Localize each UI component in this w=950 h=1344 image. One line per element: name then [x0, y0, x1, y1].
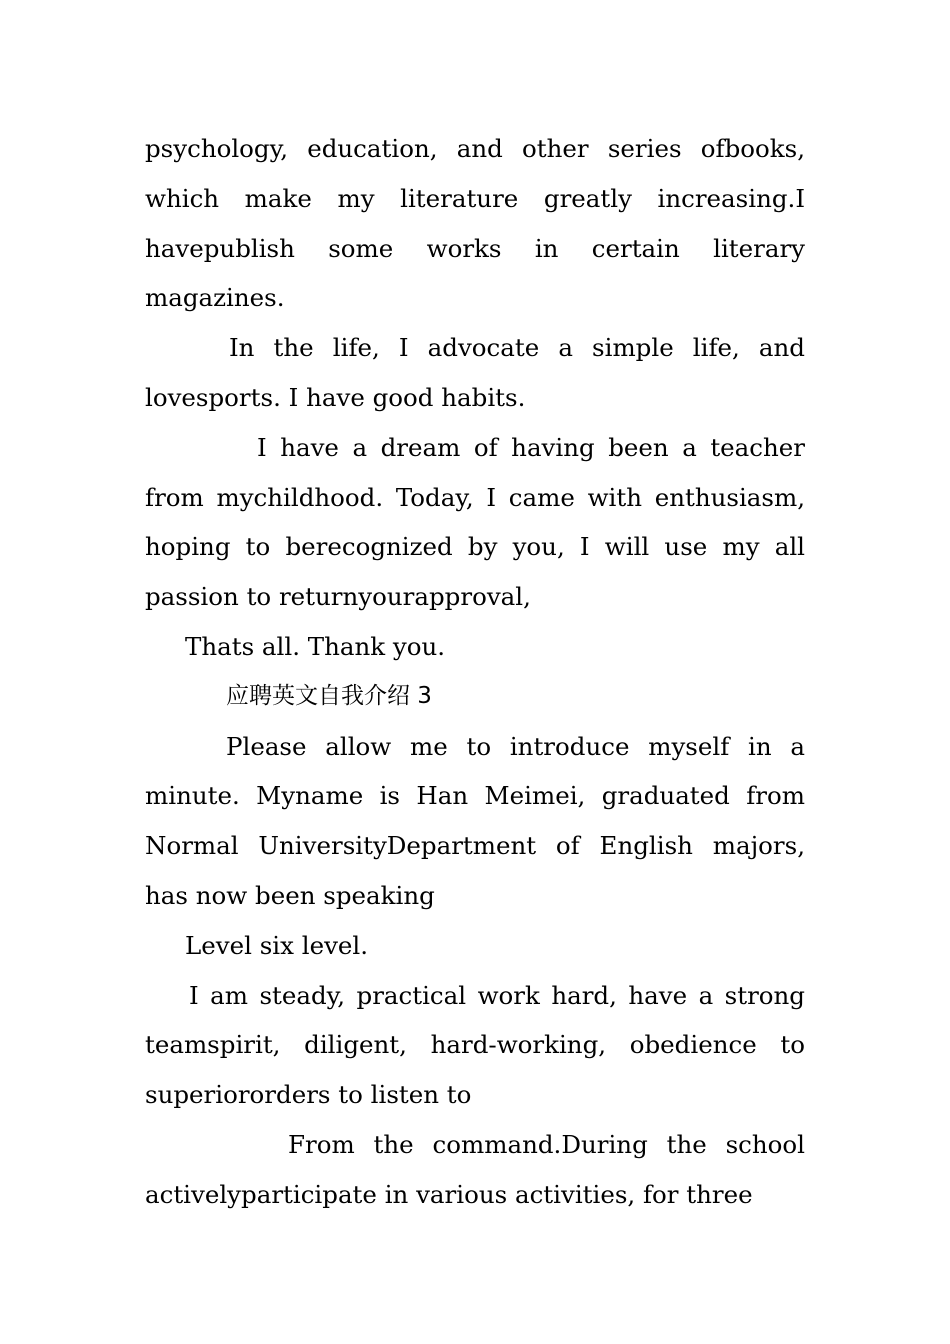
- document-body: [145, 124, 805, 1220]
- paragraph-command: From the command.During the school activelyparticipate in various activities, for three: [145, 1129, 805, 1209]
- paragraph-introduction: Please allow me to introduce myself in a minute. Myname is Han Meimei, graduated from Normal UniversityDepartment of English majors, has now been speaking: [145, 731, 805, 910]
- paragraph-life: In the life, I advocate a simple life, and lovesports. I have good habits.: [145, 333, 805, 412]
- paragraph-thanks: Thats all. Thank you.: [185, 631, 446, 661]
- paragraph-steady: I am steady, practical work hard, have a strong teamspirit, diligent, hard-working, obedience to superiororders to listen to: [145, 980, 805, 1110]
- section-heading: 应聘英文自我介绍 3: [226, 682, 432, 709]
- paragraph-books: psychology, education, and other series ofbooks, which make my literature greatly increasing.I havepublish some works in certain literary magazines.: [145, 134, 805, 313]
- paragraph-level: Level six level.: [185, 930, 369, 960]
- paragraph-dream: I have a dream of having been a teacher from mychildhood. Today, I came with enthusiasm, hoping to berecognized by you, I will use my all passion to returnyourapproval,: [145, 432, 805, 612]
